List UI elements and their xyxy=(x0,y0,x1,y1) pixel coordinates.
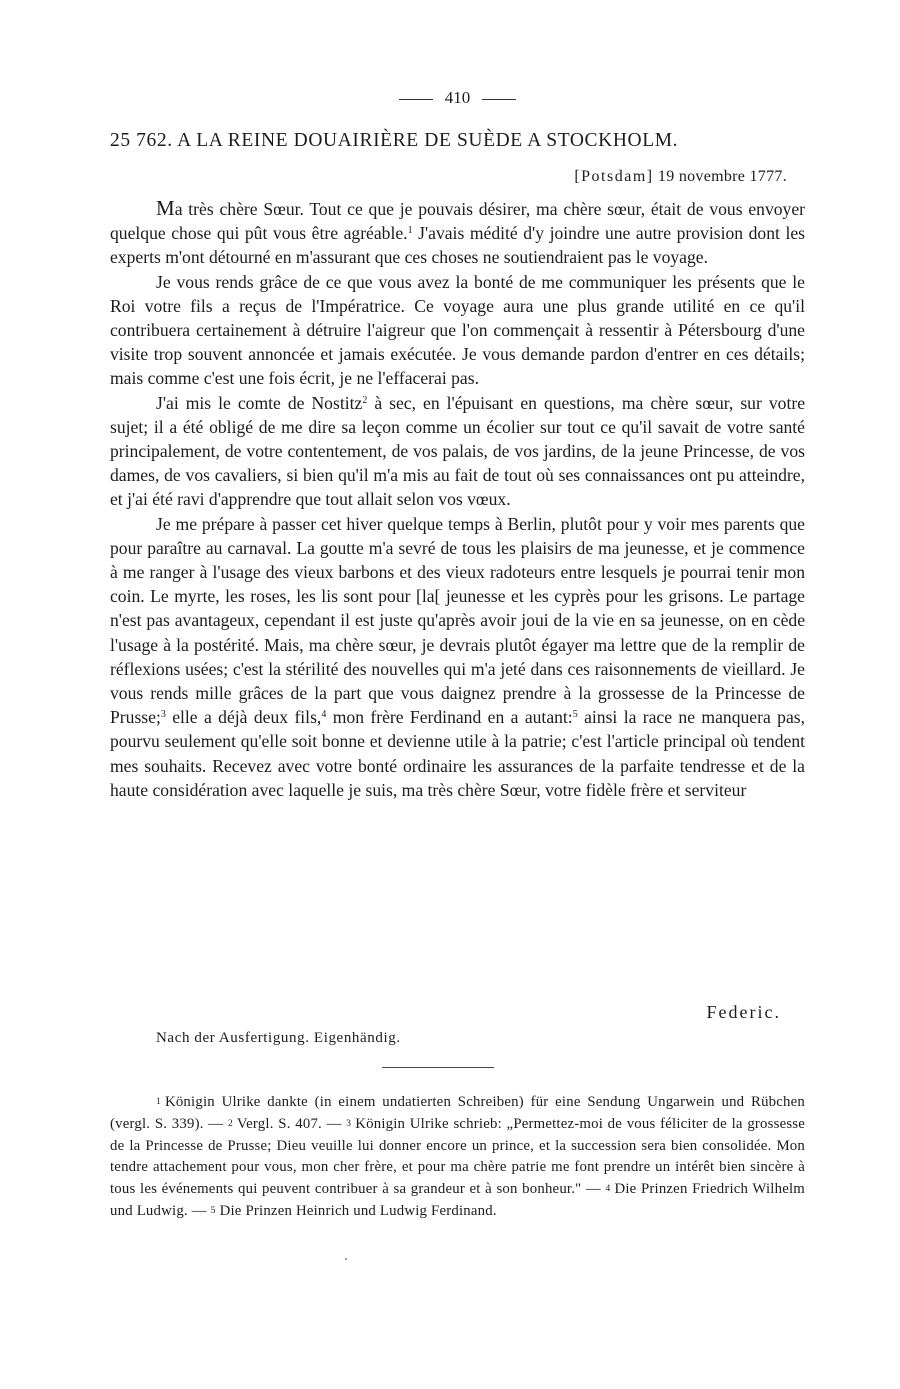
footnote-mark-4: 4 xyxy=(605,1184,611,1195)
body-paragraph-1 xyxy=(110,196,805,270)
footnote-text-1: Königin Ulrike dankte (in einem undatierten Schreiben) für eine Sendung Ungarwein und Rübchen (vergl. S. 339). — xyxy=(110,1094,805,1132)
body-paragraph-1-text-b: J'avais médité d'y joindre une autre provision dont les experts m'ont détourné en m'assurant que ces choses ne soutiendraient pas le voyage. xyxy=(110,223,805,268)
footnote-ref-4: 4 xyxy=(321,709,327,721)
bottom-speck xyxy=(345,1258,347,1260)
source-note: Nach der Ausfertigung. Eigenhändig. xyxy=(156,1030,401,1046)
body-paragraph-3-text-a: J'ai mis le comte de Nostitz xyxy=(156,392,363,413)
letter-title: A LA REINE DOUAIRIÈRE DE SUÈDE A STOCKHOLM. xyxy=(177,130,679,151)
footnote-ref-3: 3 xyxy=(160,709,166,721)
footnote-text-2: Vergl. S. 407. — xyxy=(236,1115,342,1132)
letter-number: 25 762. xyxy=(110,130,173,151)
page-number-value: 410 xyxy=(444,88,471,107)
footnote-text-4: Die Prinzen Friedrich Wilhelm und Ludwig. — xyxy=(110,1181,805,1219)
footnote-text-5: Die Prinzen Heinrich und Ludwig Ferdinand. xyxy=(219,1202,497,1219)
body-paragraph-4-text-a: Je me prépare à passer cet hiver quelque temps à Berlin, plutôt pour y voir mes parents que pour paraître au carnaval. La goutte m'a sevré de tous les plaisirs de ma jeunesse, et je commence à me ranger à l'usage des vieux barbons et des vieux radoteurs entre lesquels je pourrai tenir mon coin. Le myrte, les roses, les lis sont pour [la[ jeunesse et les cyprès pour les grisons. Le partage n'est pas avantageux, cependant il est juste qu'après avoir joui de la vie en sa jeunesse, on en cède l'usage à la postérité. Mais, ma chère sœur, je devrais plutôt égayer ma lettre que de la remplir de réflexions usées; c'est la stérilité des nouvelles qui m'a jeté dans ces raisonnements de vieillard. Je vous rends mille grâces de la part que vous daignez prendre à la grossesse de la Princesse de Prusse; xyxy=(110,513,805,728)
footnote-ref-1: 1 xyxy=(407,225,413,237)
page-number xyxy=(110,88,805,108)
body-paragraph-2: Je vous rends grâce de ce que vous avez la bonté de me communiquer les présents que le Roi votre fils a reçus de l'Impératrice. Ce voyage aura une plus grande utilité en ce qu'il contribuera certainement à détruire l'aigreur que l'on commençait à ressentir à Pétersbourg d'une visite trop souvent annoncée et jamais exécutée. Je vous demande pardon d'entrer en ces détails; mais comme c'est une fois écrit, je ne l'effacerai pas. xyxy=(110,271,805,389)
letter-heading xyxy=(110,130,805,152)
page-number-dash-left xyxy=(399,99,433,100)
footnote-block xyxy=(110,1092,805,1223)
body-paragraph-3 xyxy=(110,391,805,512)
footnote-ref-2: 2 xyxy=(362,394,368,406)
body-paragraph-1-text-a: a très chère Sœur. Tout ce que je pouvais désirer, ma chère sœur, était de vous envoyer quelque chose qui pût vous être agréable. xyxy=(110,199,805,244)
salutation-initial: M xyxy=(156,196,175,220)
footnote-ref-5: 5 xyxy=(572,709,578,721)
letter-dateline xyxy=(574,168,787,186)
letter-date: 19 novembre 1777. xyxy=(657,168,787,185)
page-number-dash-right xyxy=(482,99,516,100)
footnote-mark-2: 2 xyxy=(227,1118,233,1129)
footnote-text-3: Königin Ulrike schrieb: „Permettez-moi de vous féliciter de la grossesse de la Princesse de Prusse; Dieu veuille lui donner encore un prince, et la succession sera bien consolidée. Mon tendre attachement pour vous, mon cher frère, et pour ma chère patrie me font prendre un intérêt bien sincère à tous les événements qui peuvent contribuer à sa grandeur et à son bonheur." — xyxy=(110,1115,806,1198)
body-paragraph-4 xyxy=(110,512,805,802)
footnotes xyxy=(110,1092,805,1223)
letter-body xyxy=(110,196,805,802)
footnote-mark-5: 5 xyxy=(210,1205,216,1216)
body-paragraph-3-text-b: à sec, en l'épuisant en questions, ma chère sœur, sur votre sujet; il a été obligé de me dire sa leçon comme un écolier sur tout ce qu'il savait de votre santé principalement, de votre contentement, de vos palais, de vos jardins, de la jeune Princesse, de vos dames, de vos cavaliers, si bien qu'il m'a mis au fait de tout où ses connaissances ont pu atteindre, et j'ai été ravi d'apprendre que tout allait selon vos vœux. xyxy=(110,392,805,510)
footnote-divider xyxy=(382,1067,494,1068)
letter-place: [Potsdam] xyxy=(574,168,654,185)
body-paragraph-4-text-b: elle a déjà deux fils, xyxy=(165,707,322,728)
footnote-mark-3: 3 xyxy=(346,1118,352,1129)
footnote-mark-1: 1 xyxy=(156,1097,161,1107)
signature: Federic. xyxy=(706,1002,781,1022)
body-paragraph-4-text-d: ainsi la race ne manquera pas, pourvu seulement qu'elle soit bonne et devienne utile à la patrie; c'est l'article principal où tendent mes souhaits. Recevez avec votre bonté ordinaire les assurances de la parfaite tendresse et de la haute considération avec laquelle je suis, ma très chère Sœur, votre fidèle frère et serviteur xyxy=(110,707,806,800)
body-paragraph-4-text-c: mon frère Ferdinand en a autant: xyxy=(326,707,573,728)
